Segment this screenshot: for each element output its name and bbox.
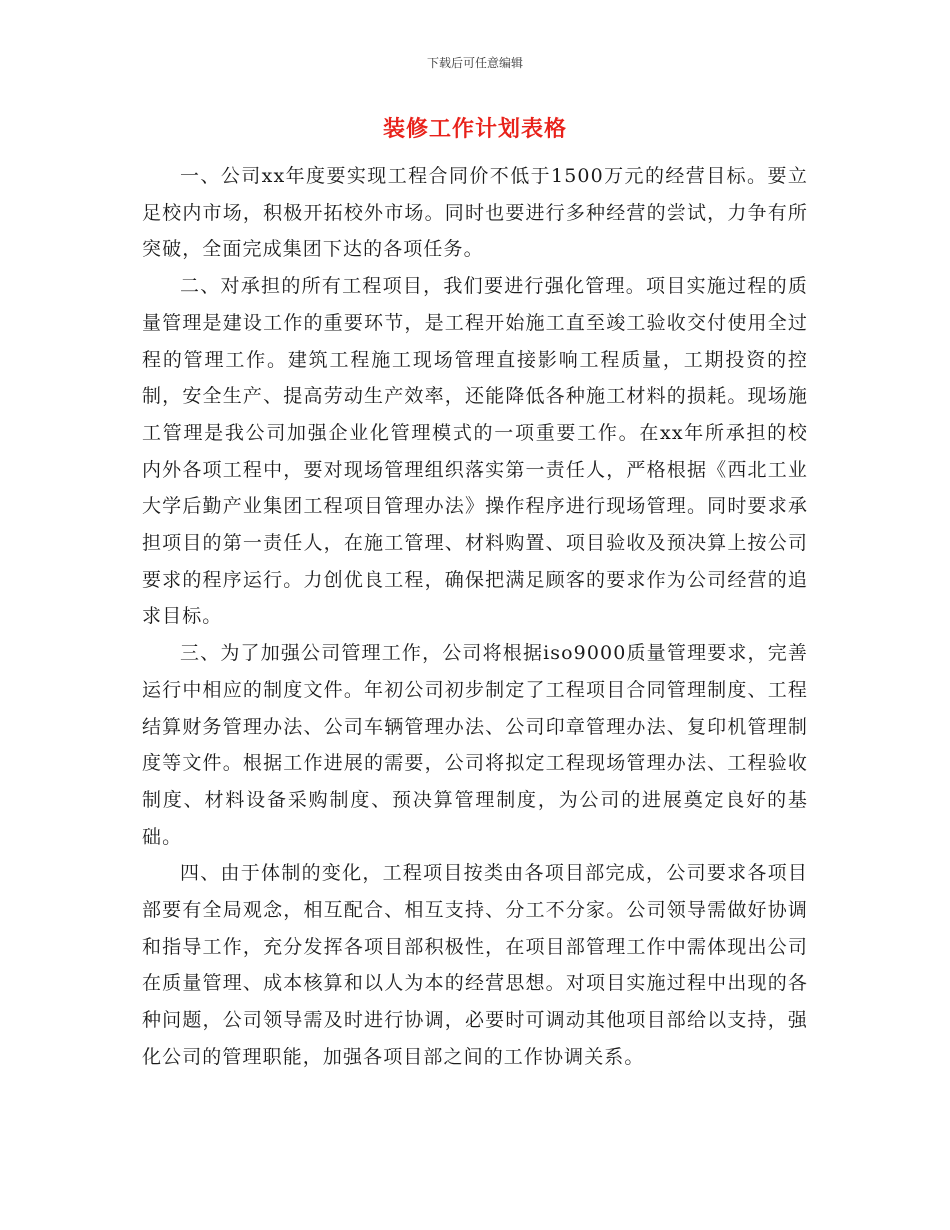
header-note: 下载后可任意编辑 xyxy=(426,56,523,70)
paragraph-2: 二、对承担的所有工程项目，我们要进行强化管理。项目实施过程的质量管理是建设工作的重要环节，是工程开始施工直至竣工验收交付使用全过程的管理工作。建筑工程施工现场管理直接影响工程质量，工期投资的控制，安全生产、提高劳动生产效率，还能降低各种施工材料的损耗。现场施工管理是我公司加强企业化管理模式的一项重要工作。在xx年所承担的校内外各项工程中，要对现场管理组织落实第一责任人，严格根据《西北工业大学后勤产业集团工程项目管理办法》操作程序进行现场管理。同时要求承担项目的第一责任人，在施工管理、材料购置、项目验收及预决算上按公司要求的程序运行。力创优良工程，确保把满足顾客的要求作为公司经营的追求目标。 xyxy=(142,275,808,628)
document-title: 装修工作计划表格 xyxy=(382,117,567,142)
paragraph-3: 三、为了加强公司管理工作，公司将根据iso9000质量管理要求，完善运行中相应的制度文件。年初公司初步制定了工程项目合同管理制度、工程结算财务管理办法、公司车辆管理办法、公司印章管理办法、复印机管理制度等文件。根据工作进展的需要，公司将拟定工程现场管理办法、工程验收制度、材料设备采购制度、预决算管理制度，为公司的进展奠定良好的基础。 xyxy=(142,642,808,848)
paragraph-1: 一、公司xx年度要实现工程合同价不低于1500万元的经营目标。要立足校内市场，积极开拓校外市场。同时也要进行多种经营的尝试，力争有所突破，全面完成集团下达的各项任务。 xyxy=(142,165,808,261)
paragraph-4: 四、由于体制的变化，工程项目按类由各项目部完成，公司要求各项目部要有全局观念，相互配合、相互支持、分工不分家。公司领导需做好协调和指导工作，充分发挥各项目部积极性，在项目部管理工作中需体现出公司在质量管理、成本核算和以人为本的经营思想。对项目实施过程中出现的各种问题，公司领导需及时进行协调，必要时可调动其他项目部给以支持，强化公司的管理职能，加强各项目部之间的工作协调关系。 xyxy=(142,862,808,1068)
document-body xyxy=(142,158,808,1076)
